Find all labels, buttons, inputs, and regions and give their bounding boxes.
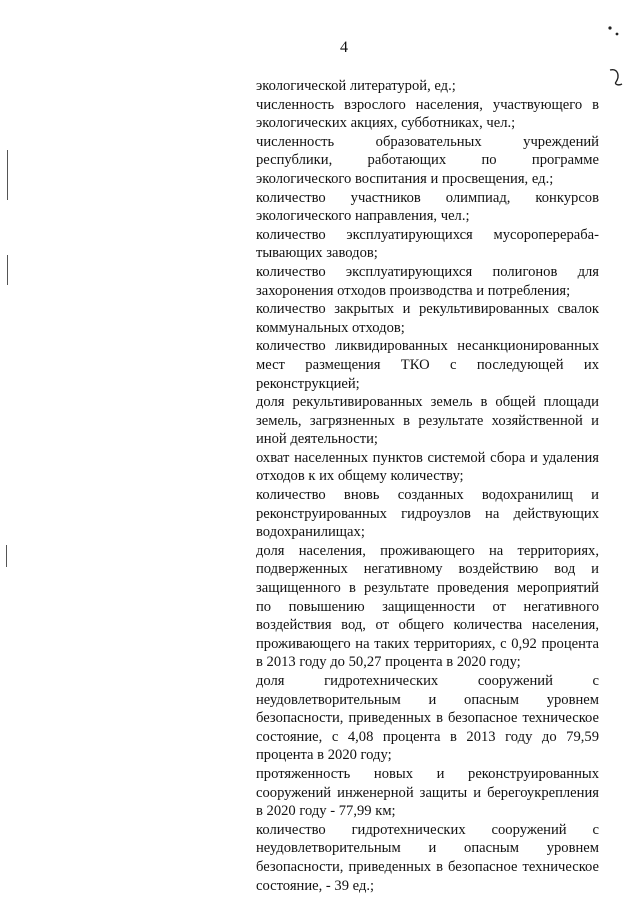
list-item: охват населенных пунктов системой сбора и удаления отходов к их общему количеству; [256,449,599,485]
list-item: количество гидротехнических сооружений с неудовлетворительным и опасным уровнем безопасности, приведенных в безопасное техническое состояние, - 39 ед.; [256,821,599,894]
list-item: количество участников олимпиад, конкурсов экологического направления, чел.; [256,189,599,225]
list-item: доля населения, проживающего на территориях, подверженных негативному воздействию вод и защищенного в результате проведения мероприятий по повышению защищенности от негативного воздействия вод, от общего количества населения, проживающего на таких территориях, с 0,92 процента в 2013 году до 50,27 процента в 2020 году; [256,542,599,671]
page-number: 4 [340,39,348,56]
corner-scribble-icon [596,18,636,88]
list-item: количество ликвидированных несанкционированных мест размещения ТКО с последующей их реконструкцией; [256,338,599,392]
list-item: количество закрытых и рекультивированных свалок коммунальных отходов; [256,301,599,336]
list-item: доля рекультивированных земель в общей площади земель, загрязненных в результате хозяйственной и иной деятельности; [256,394,599,448]
document-text [256,77,599,895]
list-item: численность образовательных учреждений республики, работающих по программе экологического воспитания и просвещения, ед.; [256,133,599,187]
scan-edge-mark [6,545,7,567]
list-item: доля гидротехнических сооружений с неудовлетворительным и опасным уровнем безопасности, приведенных в безопасное техническое состояние, с 4,08 процента в 2013 году до 79,59 процента в 2020 году; [256,673,599,764]
list-item: количество вновь созданных водохранилищ и реконструированных гидроузлов на действующих водохранилищах; [256,487,599,541]
list-item: численность взрослого населения, участвующего в экологических акциях, субботниках, чел.; [256,96,599,132]
list-item: экологической литературой, ед.; [256,78,456,94]
list-item: количество эксплуатирующихся полигонов для захоронения отходов производства и потребления; [256,263,599,299]
list-item: протяженность новых и реконструированных сооружений инженерной защиты и берегоукрепления в 2020 году - 77,99 км; [256,765,599,820]
list-item: количество эксплуатирующихся мусороперераба-тывающих заводов; [256,226,599,262]
scan-edge-mark [7,150,8,200]
scan-edge-mark [7,255,8,285]
